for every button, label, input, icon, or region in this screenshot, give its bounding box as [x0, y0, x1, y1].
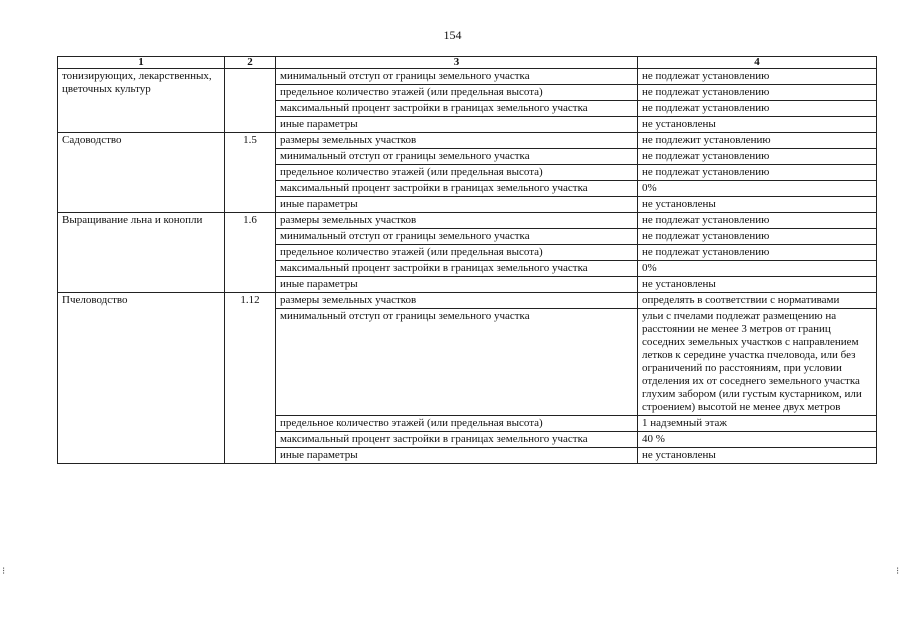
- parameter-name-cell: максимальный процент застройки в границах земельного участка: [276, 261, 638, 277]
- parameter-value-cell: не установлены: [638, 197, 877, 213]
- code-cell: 1.5: [225, 133, 276, 213]
- code-cell: 1.12: [225, 293, 276, 464]
- parameter-name-cell: минимальный отступ от границы земельного участка: [276, 69, 638, 85]
- parameter-value-cell: не подлежат установлению: [638, 229, 877, 245]
- parameter-name-cell: предельное количество этажей (или предельная высота): [276, 245, 638, 261]
- header-col-4: 4: [638, 57, 877, 69]
- parameter-name-cell: максимальный процент застройки в границах земельного участка: [276, 181, 638, 197]
- page-number: 154: [443, 28, 462, 42]
- land-use-cell: тонизирующих, лекарственных, цветочных культур: [58, 69, 225, 133]
- parameter-value-cell: не установлены: [638, 117, 877, 133]
- code-cell: [225, 69, 276, 133]
- parameter-name-cell: максимальный процент застройки в границах земельного участка: [276, 101, 638, 117]
- parameter-value-cell: не установлены: [638, 277, 877, 293]
- left-margin-mark: ⁝: [2, 566, 6, 577]
- parameter-name-cell: минимальный отступ от границы земельного участка: [276, 309, 638, 416]
- parameter-value-cell: не подлежат установлению: [638, 69, 877, 85]
- header-col-3: 3: [276, 57, 638, 69]
- table-row: [58, 293, 877, 309]
- parameter-value-cell: 1 надземный этаж: [638, 416, 877, 432]
- parameter-name-cell: размеры земельных участков: [276, 213, 638, 229]
- parameter-value-cell: не подлежат установлению: [638, 101, 877, 117]
- parameter-name-cell: иные параметры: [276, 448, 638, 464]
- parameter-value-cell: 0%: [638, 261, 877, 277]
- parameter-value-cell: 0%: [638, 181, 877, 197]
- parameter-value-cell: не подлежат установлению: [638, 165, 877, 181]
- table-row: [58, 133, 877, 149]
- zoning-parameters-table: [57, 56, 877, 464]
- parameter-value-cell: 40 %: [638, 432, 877, 448]
- parameter-value-cell: ульи с пчелами подлежат размещению на расстоянии не менее 3 метров от границ соседних земельных участков с направлением летков к середине участка пчеловода, или без ограничений по расстояниям, при условии отделения их от соседнего земельного участка глухим забором (или густым кустарником, или строением) высотой не менее двух метров: [638, 309, 877, 416]
- header-col-2: 2: [225, 57, 276, 69]
- parameter-name-cell: предельное количество этажей (или предельная высота): [276, 85, 638, 101]
- parameter-value-cell: не подлежат установлению: [638, 245, 877, 261]
- parameter-value-cell: не подлежат установлению: [638, 213, 877, 229]
- parameter-value-cell: определять в соответствии с нормативами: [638, 293, 877, 309]
- header-row: [58, 57, 877, 69]
- parameter-name-cell: размеры земельных участков: [276, 133, 638, 149]
- parameter-name-cell: иные параметры: [276, 197, 638, 213]
- land-use-cell: Садоводство: [58, 133, 225, 213]
- parameter-value-cell: не подлежат установлению: [638, 149, 877, 165]
- parameter-name-cell: предельное количество этажей (или предельная высота): [276, 416, 638, 432]
- parameter-name-cell: размеры земельных участков: [276, 293, 638, 309]
- table-row: [58, 213, 877, 229]
- parameter-name-cell: минимальный отступ от границы земельного участка: [276, 229, 638, 245]
- parameter-name-cell: максимальный процент застройки в границах земельного участка: [276, 432, 638, 448]
- parameter-name-cell: минимальный отступ от границы земельного участка: [276, 149, 638, 165]
- land-use-cell: Пчеловодство: [58, 293, 225, 464]
- right-margin-mark: ⁝: [896, 566, 900, 577]
- land-use-cell: Выращивание льна и конопли: [58, 213, 225, 293]
- parameter-name-cell: иные параметры: [276, 277, 638, 293]
- parameter-name-cell: иные параметры: [276, 117, 638, 133]
- parameter-value-cell: не установлены: [638, 448, 877, 464]
- header-col-1: 1: [58, 57, 225, 69]
- parameter-value-cell: не подлежит установлению: [638, 133, 877, 149]
- table-row: [58, 69, 877, 85]
- parameter-name-cell: предельное количество этажей (или предельная высота): [276, 165, 638, 181]
- parameter-value-cell: не подлежат установлению: [638, 85, 877, 101]
- code-cell: 1.6: [225, 213, 276, 293]
